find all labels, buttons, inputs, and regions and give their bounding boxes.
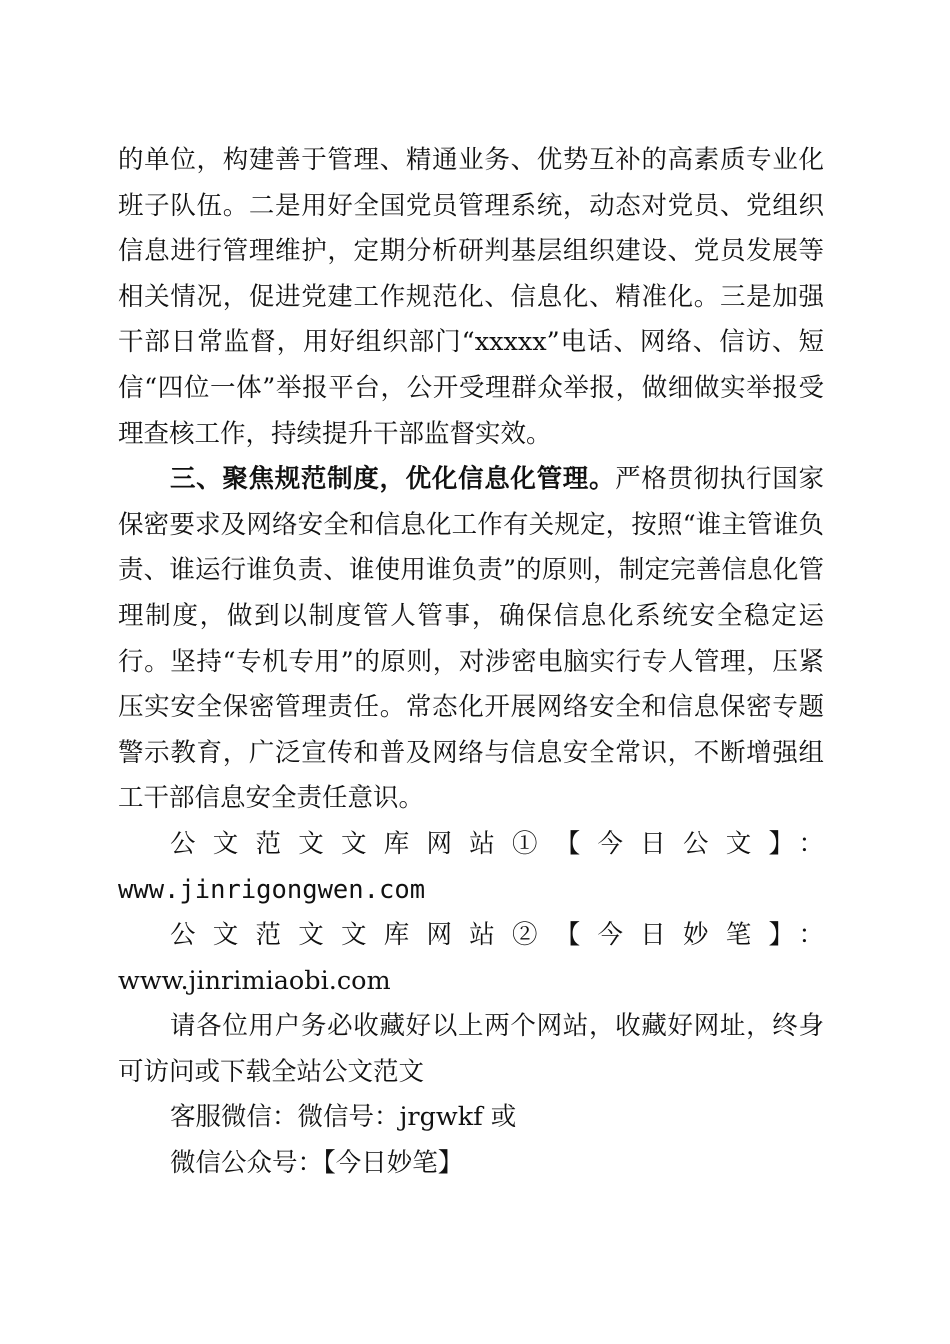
- site1-label-line: 公文范文文库网站①【今日公文】：: [170, 828, 824, 859]
- section-heading: 三、聚焦规范制度，优化信息化管理。: [170, 464, 616, 495]
- body-paragraph-2: [118, 457, 824, 822]
- site2-line: 公文范文文库网站②【今日妙笔】：www.jinrimiaobi.com: [118, 920, 824, 996]
- site1-url[interactable]: www.jinrigongwen.com: [118, 874, 426, 905]
- section-body: 严格贯彻执行国家保密要求及网络安全和信息化工作有关规定，按照“谁主管谁负责、谁运行谁负责、谁使用谁负责”的原则，制定完善信息化管理制度，做到以制度管人管事，确保信息化系统安全稳定运行。坚持“专机专用”的原则，对涉密电脑实行专人管理，压紧压实安全保密管理责任。常态化开展网络安全和信息保密专题警示教育，广泛宣传和普及网络与信息安全常识，不断增强组工干部信息安全责任意识。: [118, 464, 824, 814]
- body-paragraph-1: 的单位，构建善于管理、精通业务、优势互补的高素质专业化班子队伍。二是用好全国党员管理系统，动态对党员、党组织信息进行管理维护，定期分析研判基层组织建设、党员发展等相关情况，促进党建工作规范化、信息化、精准化。三是加强干部日常监督，用好组织部门“xxxxx”电话、网络、信访、短信“四位一体”举报平台，公开受理群众举报，做细做实举报受理查核工作，持续提升干部监督实效。: [118, 145, 824, 449]
- wechat-public-line: 微信公众号：【今日妙笔】: [170, 1148, 464, 1179]
- wechat-service-line: 客服微信：微信号：jrgwkf 或: [170, 1102, 517, 1133]
- bookmark-notice: 请各位用户务必收藏好以上两个网站，收藏好网址，终身可访问或下载全站公文范文: [118, 1011, 824, 1087]
- document-page: [118, 138, 824, 1187]
